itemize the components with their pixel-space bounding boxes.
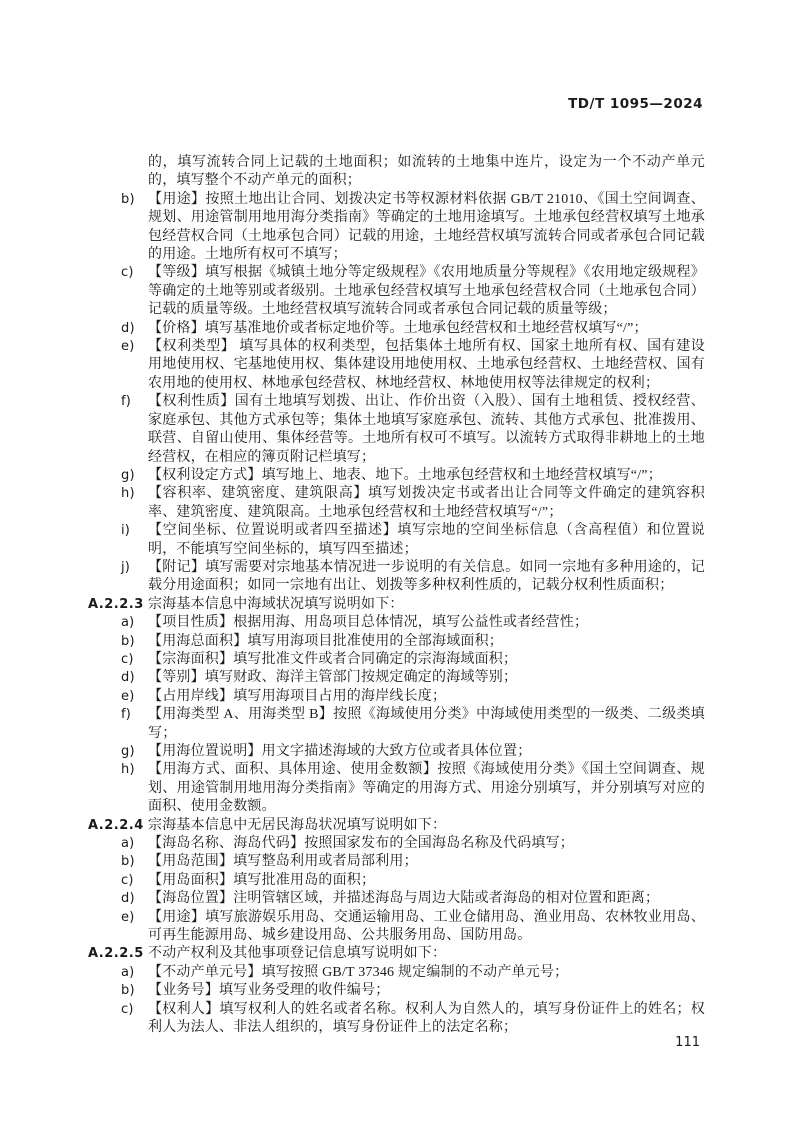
list-item [88,964,705,982]
list-item-label: c) [121,872,134,888]
list-item-text: 【价格】填写基准地价或者标定地价等。土地承包经营权和土地经营权填写“/”； [148,320,648,336]
list-item [88,614,705,632]
list-item-label: c) [121,265,134,281]
list-item-text: 【等级】填写根据《城镇土地分等定级规程》《农用地质量分等规程》《农用地定级规程》等确定的土地等别或者级别。土地承包经营权填写土地承包经营权合同（土地承包合同）记载的质量等级。土地经营权填写流转合同或者承包合同记载的质量等级； [148,265,705,318]
list-item-label: d) [121,670,135,686]
list-item-text: 【用海位置说明】用文字描述海域的大致方位或者具体位置； [148,744,532,759]
list-item-label: f) [121,707,132,723]
list-item-text: 【附记】填写需要对宗地基本情况进一步说明的有关信息。如同一宗地有多种用途的，记载分用途面积；如同一宗地有出让、划拨等多种权利性质的，记载分权利性质面积； [148,559,705,594]
list-item [88,982,705,1000]
list-item [88,467,705,485]
list-item-label: h) [121,762,135,778]
list-item-label: g) [121,744,135,759]
list-item [88,706,705,743]
list-item [88,559,705,596]
list-item-text: 【海岛位置】注明管辖区域，并描述海岛与周边大陆或者海岛的相对位置和距离； [148,891,660,907]
list-item-text: 【等别】填写财政、海洋主管部门按规定确定的海域等别； [148,670,518,686]
section-heading [88,817,705,835]
section-heading [88,945,705,963]
list-item-label: e) [121,909,135,925]
list-item [88,909,705,946]
list-item-text: 【用海方式、面积、具体用途、使用金数额】按照《海域使用分类》《国土空间调查、规划、用途管制用地用海分类指南》等确定的用海方式、用途分别填写，并分别填写对应的面积、使用金数额。 [148,762,705,815]
section-title: 宗海基本信息中无居民海岛状况填写说明如下： [148,817,447,833]
list-item-text: 【权利设定方式】填写地上、地表、地下。土地承包经营权和土地经营权填写“/”； [148,467,662,483]
list-item-label: i) [121,523,131,539]
list-item-text: 【权利人】填写权利人的姓名或者名称。权利人为自然人的，填写身份证件上的姓名；权利人为法人、非法人组织的，填写身份证件上的法定名称； [148,1001,705,1036]
list-item-label: e) [121,688,135,704]
list-item-label: g) [121,467,135,483]
list-item [88,338,705,393]
list-item [88,393,705,467]
list-item-label: a) [121,836,135,852]
list-item-label: b) [121,633,135,649]
list-item-text: 【空间坐标、位置说明或者四至描述】填写宗地的空间坐标信息（含高程值）和位置说明，不能填写空间坐标的，填写四至描述； [148,523,705,557]
document-number: TD/T 1095—2024 [568,96,703,112]
list-item-text: 【用途】按照土地出让合同、划拨决定书等权源材料依据 GB/T 21010、《国土空间调查、规划、用途管制用地用海分类指南》等确定的土地用途填写。土地承包经营权填写土地承包经营权合同（土地承包合同）记载的用途，土地经营权填写流转合同或者承包合同记载的用途。土地所有权可不填写； [148,191,705,263]
list-item [88,485,705,522]
list-item-text: 【占用岸线】填写用海项目占用的海岸线长度； [148,688,447,704]
list-item-text: 【用岛范围】填写整岛利用或者局部利用； [148,854,418,870]
list-item [88,320,705,338]
list-item-label: c) [121,651,134,667]
list-item [88,651,705,669]
list-item-text: 【用海总面积】填写用海项目批准使用的全部海域面积； [148,633,503,649]
list-item [88,669,705,687]
list-item [88,264,705,319]
list-item-label: b) [121,191,135,207]
paragraph-text: 的，填写流转合同上记载的土地面积；如流转的土地集中连片，设定为一个不动产单元的，填写整个不动产单元的面积； [148,155,705,189]
list-item-label: c) [121,1001,134,1017]
list-item-text: 【宗海面积】填写批准文件或者合同确定的宗海海域面积； [148,651,518,667]
section-number: A.2.2.3 [88,596,144,612]
list-item-label: a) [121,964,135,980]
list-item [88,191,705,265]
list-item [88,688,705,706]
list-item-text: 【项目性质】根据用海、用岛项目总体情况，填写公益性或者经营性； [148,615,589,631]
list-item-label: f) [121,394,132,410]
list-item [88,835,705,853]
list-item-text: 【用岛面积】填写批准用岛的面积； [148,872,376,888]
list-item-text: 【不动产单元号】填写按照 GB/T 37346 规定编制的不动产单元号； [148,964,569,980]
list-item-label: a) [121,615,135,631]
list-item-label: e) [121,339,135,355]
section-title: 不动产权利及其他事项登记信息填写说明如下： [148,946,447,962]
list-item-label: h) [121,486,135,502]
list-item-text: 【容积率、建筑密度、建筑限高】填写划拨决定书或者出让合同等文件确定的建筑容积率、建筑密度、建筑限高。土地承包经营权和土地经营权填写“/”； [148,486,705,520]
list-item [88,1001,705,1038]
list-item-label: b) [121,983,135,999]
section-number: A.2.2.4 [88,817,144,833]
list-item-label: j) [121,559,131,575]
list-item-text: 【用海类型 A、用海类型 B】按照《海域使用分类》中海域使用类型的一级类、二级类填写； [148,707,705,741]
list-item [88,633,705,651]
document-body [88,154,705,1038]
page-number: 111 [675,1035,700,1050]
list-item-label: d) [121,320,135,336]
list-item-text: 【权利类型】 填写具体的权利类型，包括集体土地所有权、国家土地所有权、国有建设用地使用权、宅基地使用权、集体建设用地使用权、土地承包经营权、土地经营权、国有农用地的使用权、林地承包经营权、林地经营权、林地使用权等法律规定的权利； [148,339,705,391]
list-item-label: b) [121,854,135,870]
list-item-text: 【用途】填写旅游娱乐用岛、交通运输用岛、工业仓储用岛、渔业用岛、农林牧业用岛、可再生能源用岛、城乡建设用岛、公共服务用岛、国防用岛。 [148,909,705,944]
list-item [88,853,705,871]
list-item [88,743,705,761]
list-item-text: 【权利性质】国有土地填写划拨、出让、作价出资（入股）、国有土地租赁、授权经营、家庭承包、其他方式承包等；集体土地填写家庭承包、流转、其他方式承包、批准拨用、联营、自留山使用、集体经营等。土地所有权可不填写。以流转方式取得非耕地上的土地经营权，在相应的簿页附记栏填写； [148,394,705,465]
list-item [88,890,705,908]
list-item [88,872,705,890]
list-item-label: d) [121,891,135,907]
section-number: A.2.2.5 [88,946,144,962]
list-item-text: 【海岛名称、海岛代码】按照国家发布的全国海岛名称及代码填写； [148,836,574,852]
list-item [88,522,705,559]
paragraph-continuation [88,154,705,191]
list-item-text: 【业务号】填写业务受理的收件编号； [148,983,390,999]
list-item [88,761,705,816]
section-heading [88,596,705,614]
section-title: 宗海基本信息中海域状况填写说明如下： [148,596,404,612]
